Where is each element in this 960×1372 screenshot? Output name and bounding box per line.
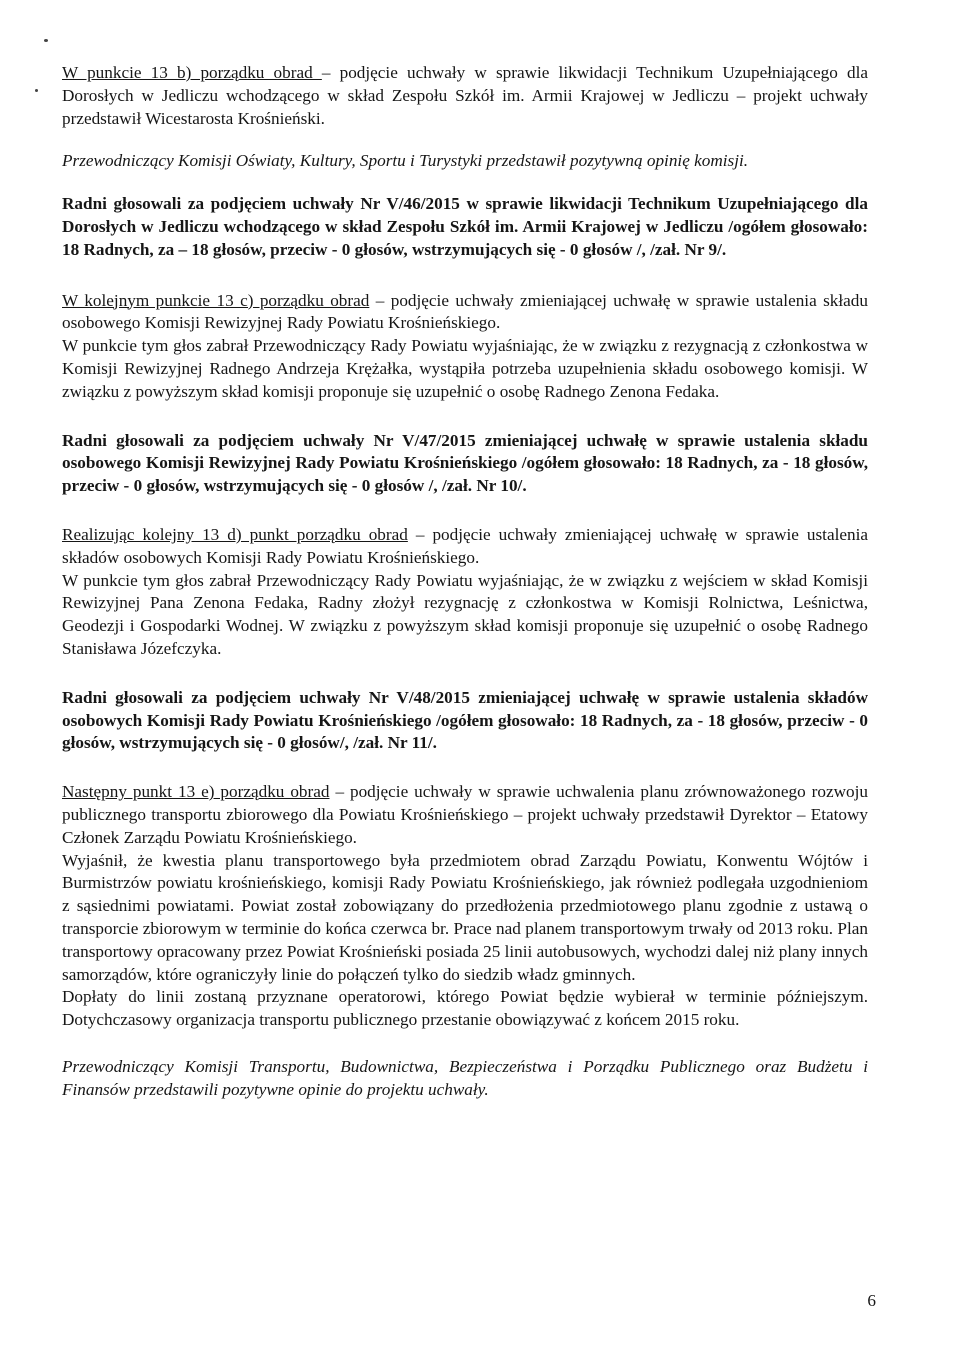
transport-committee-opinion: Przewodniczący Komisji Transportu, Budownictwa, Bezpieczeństwa i Porządku Publicznego oraz Budżetu i Finansów przedstawili pozytywne opinie do projektu uchwały. [62,1056,868,1099]
scan-speck [35,89,38,92]
agenda-item-13e-explanation: Wyjaśnił, że kwestia planu transportowego była przedmiotem obrad Zarządu Powiatu, Konwentu Wójtów i Burmistrzów powiatu krośnieńskiego, komisji Rady Powiatu Krośnieńskiego, jak również podlegała uzgodnieniom z sąsiednimi powiatami. Powiat został zobowiązany do przedłożenia przedmiotowego planu zgodnie z ustawą o transporcie zbiorowym w terminie do końca czerwca br. Prace nad planem transportowym trwały od 2013 roku. Plan transportowy opracowany przez Powiat Krośnieński posiada 25 linii autobusowych, wychodzi dalej niż plany innych samorządów, które ograniczyły linie do połączeń tylko do siedzib władz gminnych. [62,850,868,984]
agenda-item-13e-intro [62,781,868,849]
scan-speck [44,39,48,42]
agenda-item-13b-text: – podjęcie uchwały w sprawie likwidacji Technikum Uzupełniającego dla Dorosłych w Jedliczu wchodzącego w skład Zespołu Szkół im. Armii Krajowej w Jedliczu – projekt uchwały przedstawił Wicestarosta Krośnieński. [62,63,868,128]
agenda-item-13e-subsidies: Dopłaty do linii zostaną przyznane operatorowi, którego Powiat będzie wybierał w terminie późniejszym. Dotychczasowy organizacja transportu publicznego przestanie obowiązywać z końcem 2015 roku. [62,987,868,1030]
agenda-item-13c [62,290,868,404]
vote-resolution-48: Radni głosowali za podjęciem uchwały Nr V/48/2015 zmieniającej uchwałę w sprawie ustalenia składów osobowych Komisji Rady Powiatu Krośnieńskiego /ogółem głosowało: 18 Radnych, za - 18 głosów, przeciw - 0 głosów, wstrzymujących się - 0 głosów/, /zał. Nr 11/. [62,687,868,753]
agenda-item-13d-text: – podjęcie uchwały zmieniającej uchwałę w sprawie ustalenia składów osobowych Komisji Rady Powiatu Krośnieńskiego. [62,524,868,567]
document-body [62,62,868,1101]
vote-resolution-46: Radni głosowali za podjęciem uchwały Nr V/46/2015 w sprawie likwidacji Technikum Uzupełniającego dla Dorosłych w Jedliczu wchodzącego w skład Zespołu Szkół im. Armii Krajowej w Jedliczu /ogółem głosowało: 18 Radnych, za – 18 głosów, przeciw - 0 głosów, wstrzymujących się - 0 głosów /, /zał. Nr 9/. [62,194,868,259]
agenda-item-13e-text: – podjęcie uchwały w sprawie uchwalenia planu zrównoważonego rozwoju publicznego transportu zbiorowego dla Powiatu Krośnieńskiego – projekt uchwały przedstawił Dyrektor – Etatowy Członek Zarządu Powiatu Krośnieńskiego. [62,782,868,847]
agenda-item-13e [62,781,868,1032]
page-number: 6 [867,1291,876,1310]
agenda-item-13b-lead: W punkcie 13 b) porządku obrad [62,63,322,82]
agenda-item-13c-lead: W kolejnym punkcie 13 c) porządku obrad [62,290,370,310]
agenda-item-13c-explanation: W punkcie tym głos zabrał Przewodniczący Rady Powiatu wyjaśniając, że w związku z rezygnacją z członkostwa w Komisji Rewizyjnej Radnego Andrzeja Krężałka, wystąpiła potrzeba uzupełnienia składu osobowego komisji. W związku z powyższym skład komisji proponuje się uzupełnić o osobę Radnego Zenona Fedaka. [62,336,868,401]
education-committee-opinion: Przewodniczący Komisji Oświaty, Kultury, Sportu i Turystyki przedstawił pozytywną opinię komisji. [62,151,749,171]
agenda-item-13d-intro [62,524,868,570]
agenda-item-13b [62,62,868,130]
agenda-item-13c-text: – podjęcie uchwały zmieniającej uchwałę w sprawie ustalenia składu osobowego Komisji Rewizyjnej Rady Powiatu Krośnieńskiego. [62,290,868,333]
agenda-item-13c-intro [62,290,868,336]
agenda-item-13e-lead: Następny punkt 13 e) porządku obrad [62,782,330,802]
agenda-item-13d [62,524,868,661]
agenda-item-13d-lead: Realizując kolejny 13 d) punkt porządku obrad [62,524,408,544]
agenda-item-13d-explanation: W punkcie tym głos zabrał Przewodniczący Rady Powiatu wyjaśniając, że w związku z wejściem w skład Komisji Rewizyjnej Pana Zenona Fedaka, Radny złożył rezygnację z członkostwa w Komisji Rolnictwa, Leśnictwa, Geodezji i Gospodarki Wodnej. W związku z powyższym skład komisji proponuje się uzupełnić o osobę Radnego Stanisława Józefczyka. [62,570,868,658]
vote-resolution-47: Radni głosowali za podjęciem uchwały Nr V/47/2015 zmieniającej uchwałę w sprawie ustalenia składu osobowego Komisji Rewizyjnej Rady Powiatu Krośnieńskiego /ogółem głosowało: 18 Radnych, za - 18 głosów, przeciw - 0 głosów, wstrzymujących się - 0 głosów /, /zał. Nr 10/. [62,430,868,496]
